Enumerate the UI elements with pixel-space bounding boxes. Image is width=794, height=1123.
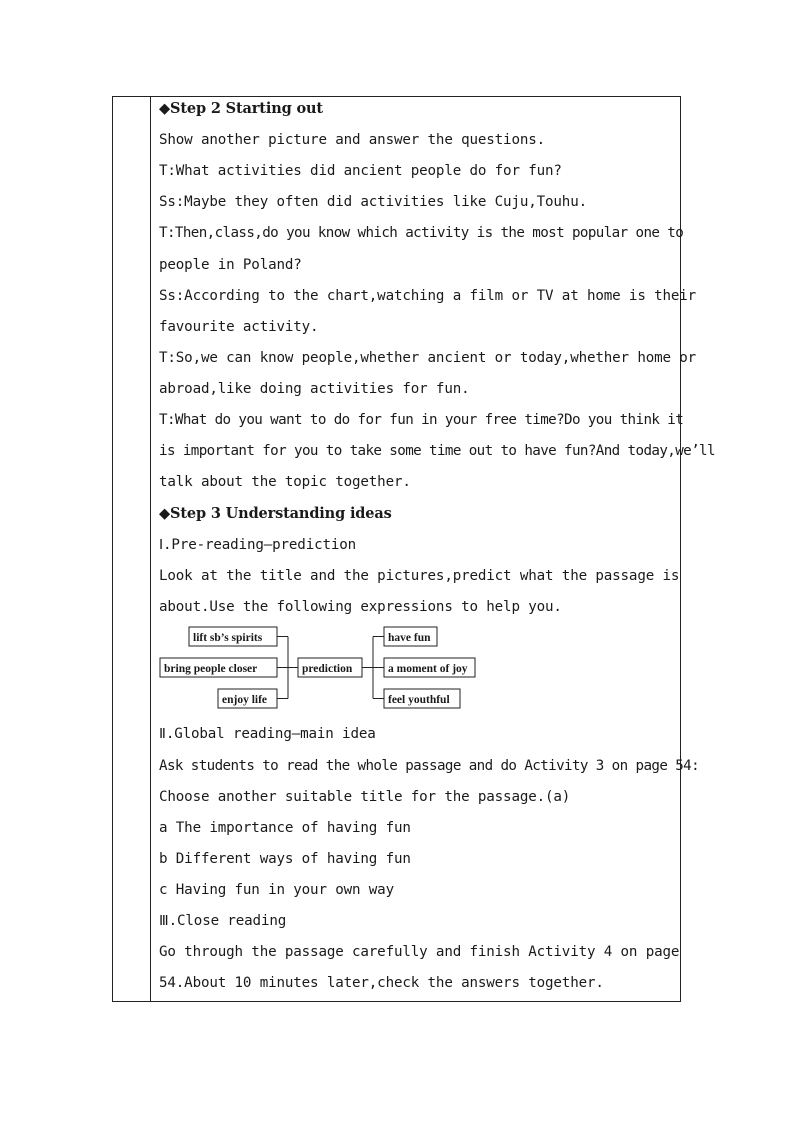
global-reading-option: a The importance of having fun (159, 820, 411, 836)
table-left-column (113, 97, 151, 1001)
pre-reading-line: Look at the title and the pictures,predict what the passage is (159, 568, 680, 584)
global-reading-option: c Having fun in your own way (159, 882, 394, 898)
global-reading-line: Ask students to read the whole passage and do Activity 3 on page 54: (159, 758, 700, 774)
close-reading-title: Ⅲ.Close reading (159, 913, 287, 929)
step3-heading: ◆Step 3 Understanding ideas (159, 505, 392, 522)
step2-line: Ss:According to the chart,watching a film or TV at home is their (159, 288, 697, 304)
step2-line: talk about the topic together. (159, 474, 411, 490)
prediction-mindmap (159, 621, 489, 713)
step2-line: T:What activities did ancient people do for fun? (159, 163, 562, 179)
step2-heading: ◆Step 2 Starting out (159, 100, 323, 117)
diamond-bullet-icon: ◆ (159, 505, 171, 522)
global-reading-title: Ⅱ.Global reading—main idea (159, 726, 376, 742)
step2-line: T:Then,class,do you know which activity is the most popular one to (159, 225, 684, 241)
step2-line: Show another picture and answer the questions. (159, 132, 546, 148)
close-reading-line: 54.About 10 minutes later,check the answers together. (159, 975, 604, 991)
global-reading-option: b Different ways of having fun (159, 851, 411, 867)
mindmap-label-left: bring people closer (164, 663, 258, 675)
pre-reading-title: Ⅰ.Pre-reading—prediction (159, 537, 357, 553)
mindmap-label-left: lift sb’s spirits (193, 632, 263, 644)
lesson-table (112, 96, 715, 1002)
step2-line: T:What do you want to do for fun in your free time?Do you think it (159, 412, 684, 428)
step2-line: abroad,like doing activities for fun. (159, 381, 470, 397)
close-reading-line: Go through the passage carefully and finish Activity 4 on page (159, 944, 680, 960)
global-reading-line: Choose another suitable title for the passage.(a) (159, 789, 571, 805)
step2-line: T:So,we can know people,whether ancient or today,whether home or (159, 350, 697, 366)
step2-line: favourite activity. (159, 319, 319, 335)
step2-line: is important for you to take some time out to have fun?And today,we’ll (159, 443, 715, 459)
mindmap-label-right: a moment of joy (388, 663, 468, 675)
mindmap-label-left: enjoy life (222, 694, 268, 706)
diamond-bullet-icon: ◆ (159, 100, 171, 117)
mindmap-label-right: feel youthful (388, 694, 450, 706)
mindmap-label-center: prediction (302, 663, 353, 675)
step2-line: people in Poland? (159, 257, 302, 273)
pre-reading-line: about.Use the following expressions to help you. (159, 599, 562, 615)
step2-line: Ss:Maybe they often did activities like Cuju,Touhu. (159, 194, 587, 210)
mindmap-label-right: have fun (388, 632, 431, 644)
